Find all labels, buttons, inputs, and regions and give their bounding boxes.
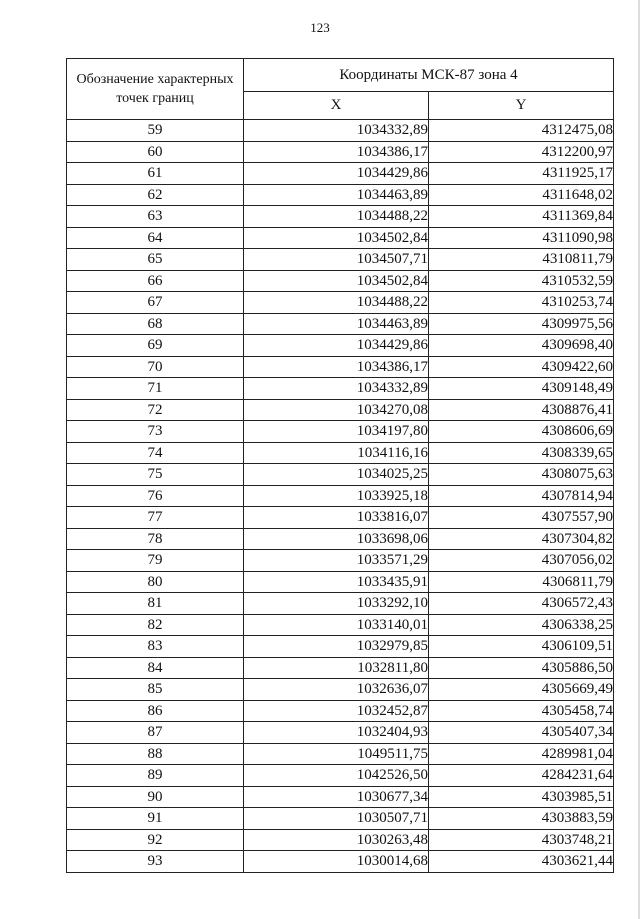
table-row [67,399,614,421]
y-coordinate-cell: 4311369,84 [429,206,614,228]
point-number-cell: 59 [67,120,244,142]
y-coordinate-cell: 4306109,51 [429,636,614,658]
x-coordinate-cell: 1034270,08 [244,399,429,421]
point-number-cell: 60 [67,141,244,163]
point-number-cell: 88 [67,743,244,765]
table-row [67,851,614,873]
y-coordinate-cell: 4309148,49 [429,378,614,400]
x-coordinate-cell: 1034386,17 [244,141,429,163]
table-row [67,485,614,507]
y-coordinate-cell: 4308606,69 [429,421,614,443]
coordinates-table [66,58,614,873]
point-number-cell: 67 [67,292,244,314]
point-number-cell: 76 [67,485,244,507]
point-number-cell: 79 [67,550,244,572]
y-coordinate-cell: 4289981,04 [429,743,614,765]
point-number-cell: 90 [67,786,244,808]
point-number-cell: 80 [67,571,244,593]
x-coordinate-cell: 1034429,86 [244,335,429,357]
y-coordinate-cell: 4306572,43 [429,593,614,615]
table-row [67,743,614,765]
table-row [67,292,614,314]
x-coordinate-cell: 1034463,89 [244,184,429,206]
table-row [67,421,614,443]
table-row [67,335,614,357]
point-number-cell: 84 [67,657,244,679]
point-number-cell: 81 [67,593,244,615]
x-coordinate-cell: 1034488,22 [244,292,429,314]
x-column-header: X [244,92,429,120]
x-coordinate-cell: 1032404,93 [244,722,429,744]
x-coordinate-cell: 1033292,10 [244,593,429,615]
x-coordinate-cell: 1030677,34 [244,786,429,808]
point-number-cell: 91 [67,808,244,830]
table-row [67,356,614,378]
y-coordinate-cell: 4308876,41 [429,399,614,421]
y-coordinate-cell: 4305458,74 [429,700,614,722]
point-number-cell: 82 [67,614,244,636]
x-coordinate-cell: 1030263,48 [244,829,429,851]
point-number-cell: 62 [67,184,244,206]
point-number-cell: 70 [67,356,244,378]
x-coordinate-cell: 1032811,80 [244,657,429,679]
y-coordinate-cell: 4309698,40 [429,335,614,357]
point-number-cell: 93 [67,851,244,873]
point-number-cell: 86 [67,700,244,722]
x-coordinate-cell: 1034197,80 [244,421,429,443]
table-row [67,550,614,572]
y-coordinate-cell: 4303883,59 [429,808,614,830]
x-coordinate-cell: 1032636,07 [244,679,429,701]
point-number-cell: 64 [67,227,244,249]
x-coordinate-cell: 1042526,50 [244,765,429,787]
table-row [67,227,614,249]
point-number-cell: 77 [67,507,244,529]
x-coordinate-cell: 1034507,71 [244,249,429,271]
table-row [67,184,614,206]
y-coordinate-cell: 4311090,98 [429,227,614,249]
y-coordinate-cell: 4303985,51 [429,786,614,808]
y-coordinate-cell: 4306338,25 [429,614,614,636]
coordinates-group-header: Координаты МСК-87 зона 4 [244,59,614,92]
y-coordinate-cell: 4309422,60 [429,356,614,378]
y-coordinate-cell: 4303748,21 [429,829,614,851]
table-body [67,120,614,873]
x-coordinate-cell: 1034502,84 [244,227,429,249]
y-coordinate-cell: 4310253,74 [429,292,614,314]
y-coordinate-cell: 4312475,08 [429,120,614,142]
page-number: 123 [310,20,330,35]
y-coordinate-cell: 4311648,02 [429,184,614,206]
table-header [67,59,614,120]
table-row [67,636,614,658]
y-coordinate-cell: 4305669,49 [429,679,614,701]
point-number-cell: 71 [67,378,244,400]
table-row [67,464,614,486]
x-coordinate-cell: 1034386,17 [244,356,429,378]
y-coordinate-cell: 4307814,94 [429,485,614,507]
x-coordinate-cell: 1034502,84 [244,270,429,292]
table-row [67,163,614,185]
point-number-cell: 89 [67,765,244,787]
y-coordinate-cell: 4310811,79 [429,249,614,271]
table-row [67,507,614,529]
table-row [67,442,614,464]
x-coordinate-cell: 1032452,87 [244,700,429,722]
point-number-cell: 61 [67,163,244,185]
table-row [67,571,614,593]
point-number-cell: 66 [67,270,244,292]
table-row [67,722,614,744]
x-coordinate-cell: 1034488,22 [244,206,429,228]
table-row [67,614,614,636]
point-number-cell: 65 [67,249,244,271]
y-coordinate-cell: 4310532,59 [429,270,614,292]
table-row [67,786,614,808]
y-coordinate-cell: 4307557,90 [429,507,614,529]
point-number-cell: 63 [67,206,244,228]
y-coordinate-cell: 4312200,97 [429,141,614,163]
point-number-cell: 87 [67,722,244,744]
y-column-header: Y [429,92,614,120]
x-coordinate-cell: 1030507,71 [244,808,429,830]
x-coordinate-cell: 1034463,89 [244,313,429,335]
x-coordinate-cell: 1033140,01 [244,614,429,636]
x-coordinate-cell: 1034116,16 [244,442,429,464]
y-coordinate-cell: 4311925,17 [429,163,614,185]
y-coordinate-cell: 4307056,02 [429,550,614,572]
table-row [67,120,614,142]
x-coordinate-cell: 1033698,06 [244,528,429,550]
table-row [67,378,614,400]
x-coordinate-cell: 1030014,68 [244,851,429,873]
table-row [67,313,614,335]
point-column-header: Обозначение характерных точек границ [67,59,244,120]
x-coordinate-cell: 1033435,91 [244,571,429,593]
point-number-cell: 78 [67,528,244,550]
x-coordinate-cell: 1033571,29 [244,550,429,572]
y-coordinate-cell: 4305886,50 [429,657,614,679]
y-coordinate-cell: 4309975,56 [429,313,614,335]
table-row [67,528,614,550]
point-number-cell: 85 [67,679,244,701]
point-number-cell: 73 [67,421,244,443]
x-coordinate-cell: 1033925,18 [244,485,429,507]
y-coordinate-cell: 4284231,64 [429,765,614,787]
y-coordinate-cell: 4305407,34 [429,722,614,744]
y-coordinate-cell: 4307304,82 [429,528,614,550]
table-row [67,270,614,292]
table-row [67,249,614,271]
x-coordinate-cell: 1034332,89 [244,378,429,400]
y-coordinate-cell: 4308075,63 [429,464,614,486]
table-row [67,808,614,830]
table-row [67,206,614,228]
table-row [67,765,614,787]
x-coordinate-cell: 1034332,89 [244,120,429,142]
point-number-cell: 68 [67,313,244,335]
point-number-cell: 72 [67,399,244,421]
point-number-cell: 75 [67,464,244,486]
x-coordinate-cell: 1034429,86 [244,163,429,185]
y-coordinate-cell: 4308339,65 [429,442,614,464]
point-number-cell: 83 [67,636,244,658]
x-coordinate-cell: 1033816,07 [244,507,429,529]
table-row [67,141,614,163]
x-coordinate-cell: 1034025,25 [244,464,429,486]
table-row [67,679,614,701]
table-row [67,657,614,679]
y-coordinate-cell: 4303621,44 [429,851,614,873]
point-number-cell: 74 [67,442,244,464]
y-coordinate-cell: 4306811,79 [429,571,614,593]
table-row [67,700,614,722]
point-number-cell: 69 [67,335,244,357]
x-coordinate-cell: 1049511,75 [244,743,429,765]
table-row [67,593,614,615]
x-coordinate-cell: 1032979,85 [244,636,429,658]
table-row [67,829,614,851]
point-number-cell: 92 [67,829,244,851]
